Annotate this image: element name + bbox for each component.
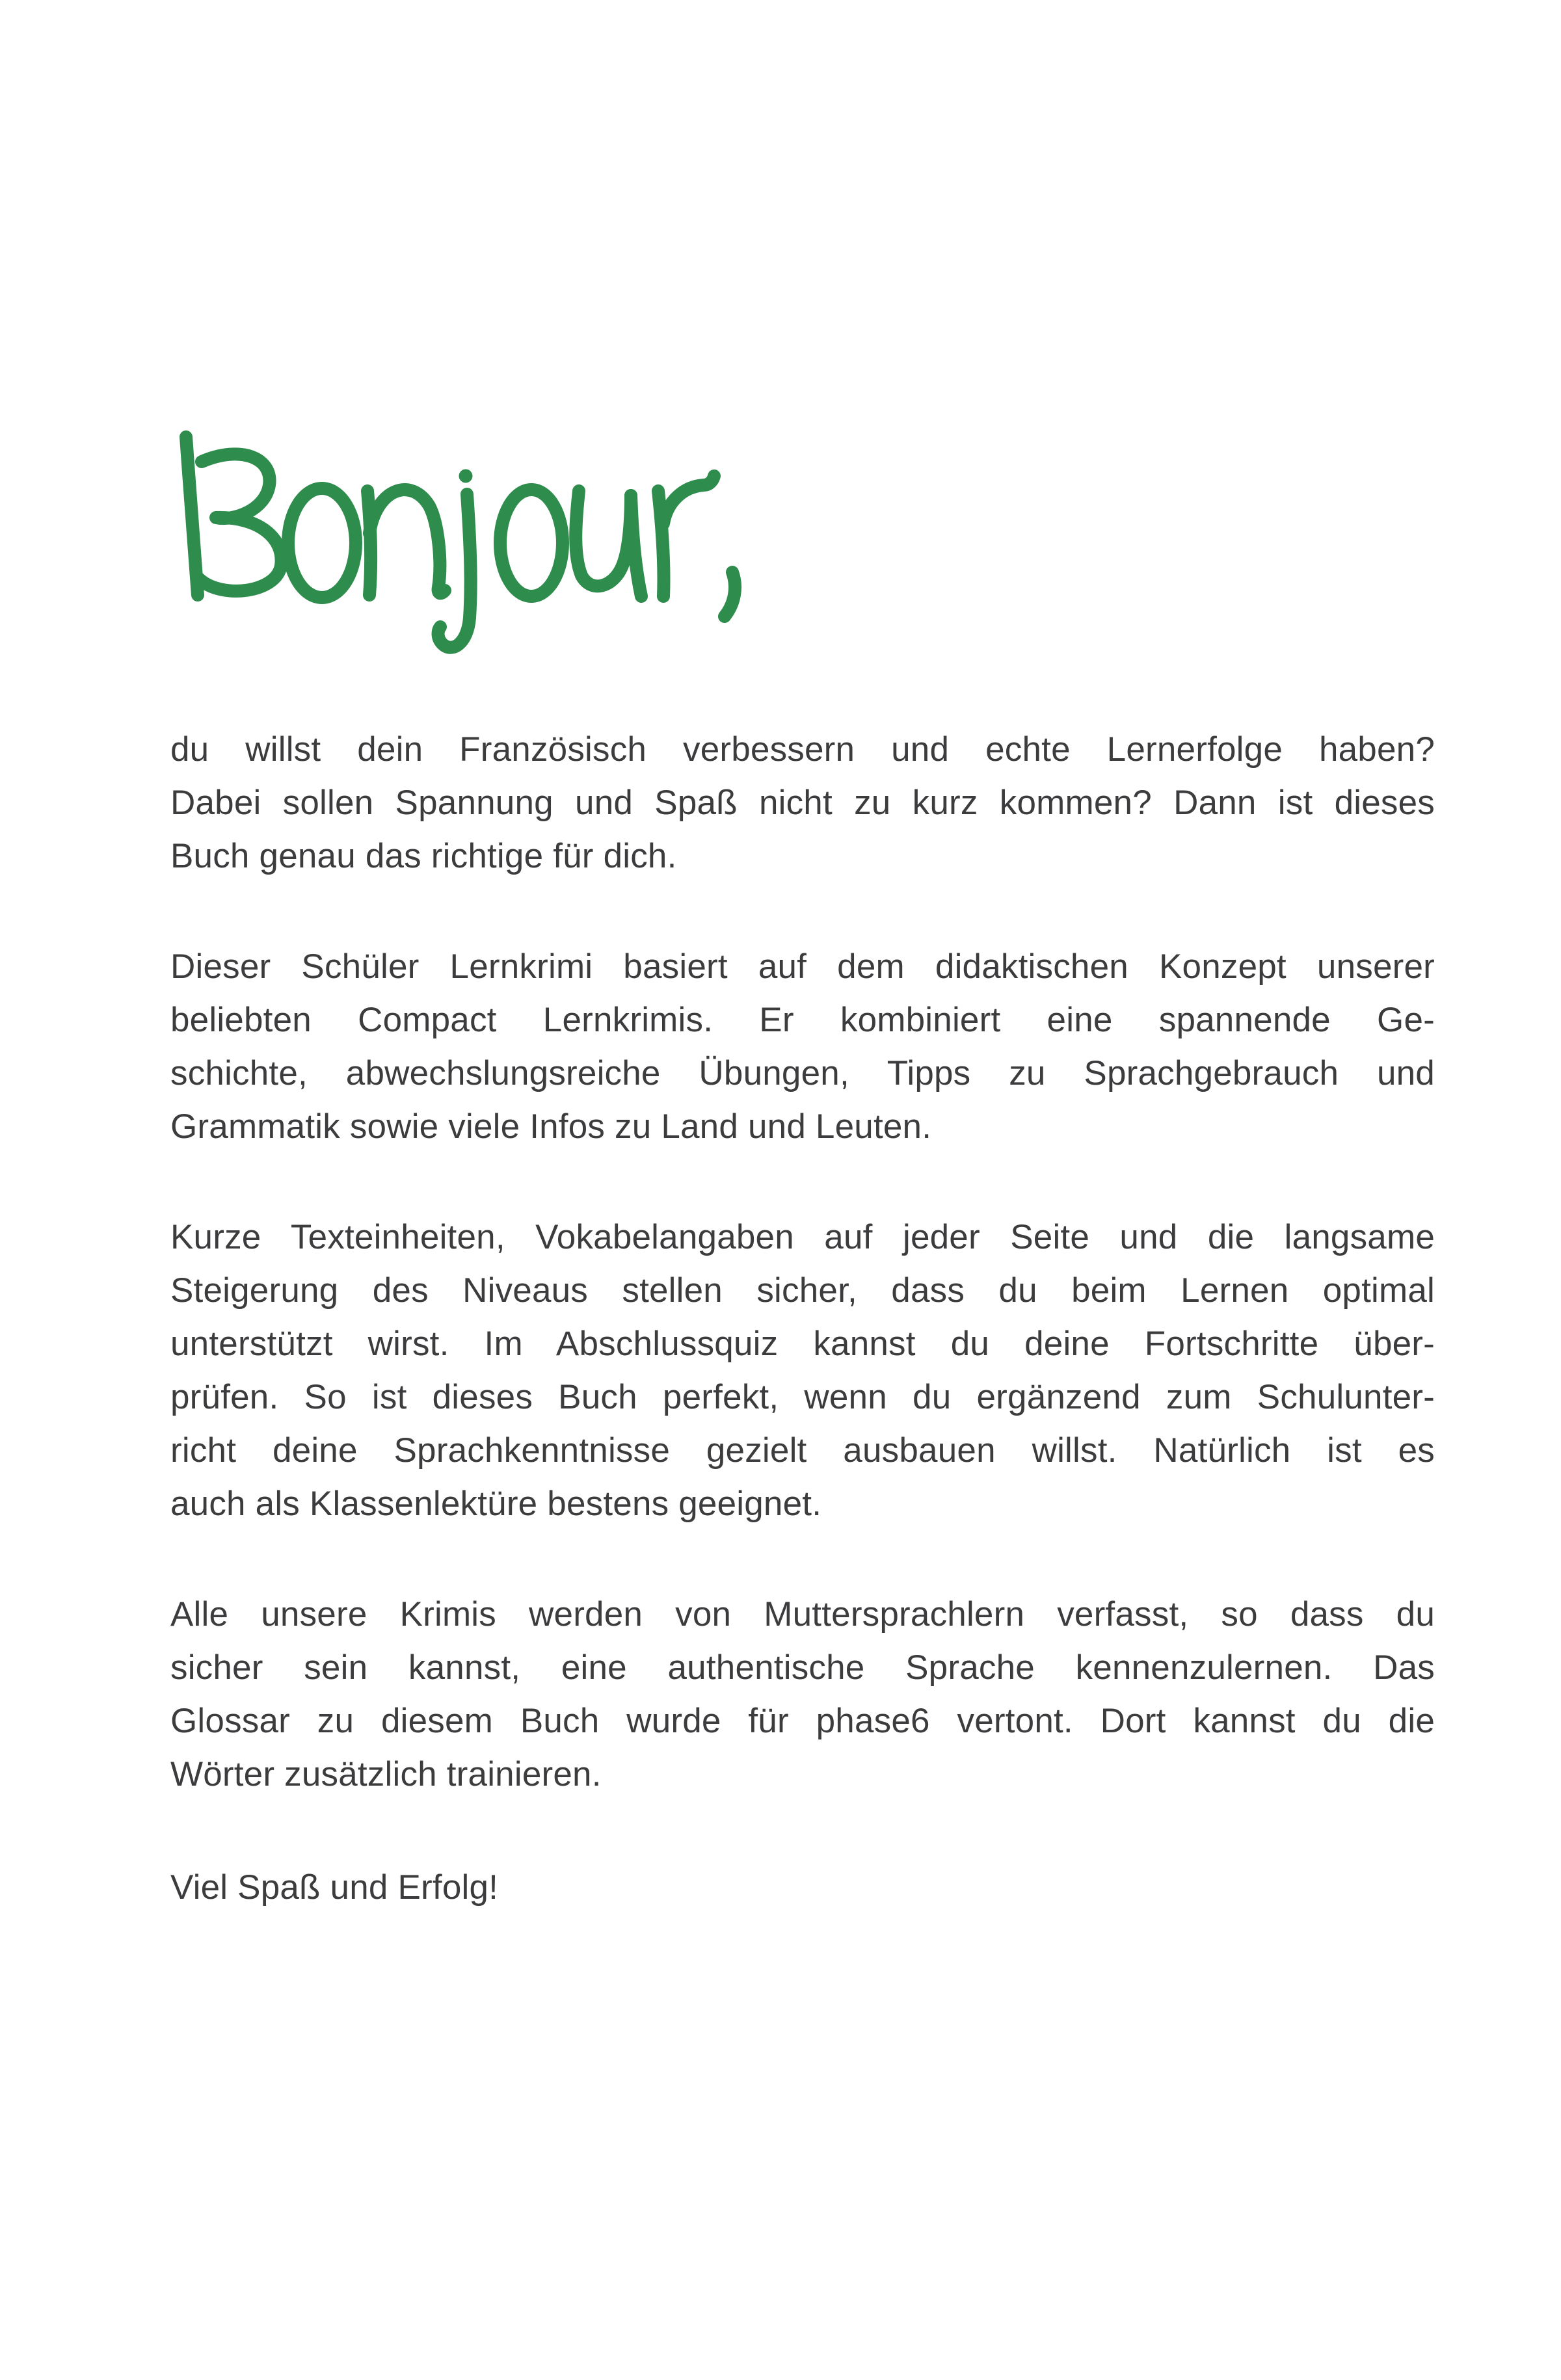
paragraph-line: Kurze Texteinheiten, Vokabelangaben auf jeder Seite und die langsame: [170, 1218, 1435, 1256]
title-comma: [725, 572, 735, 616]
letter-B-bowls: [199, 454, 282, 591]
letter-n-stem: [367, 491, 371, 595]
paragraph-line: richt deine Sprachkenntnisse gezielt ausbauen willst. Natürlich ist es: [170, 1431, 1435, 1470]
closing-line: Viel Spaß und Erfolg!: [170, 1868, 499, 1907]
paragraph-line: Alle unsere Krimis werden von Muttersprachlern verfasst, so dass du: [170, 1595, 1435, 1633]
letter-n-arch: [369, 490, 445, 593]
paragraph-line: sicher sein kannst, eine authentische Sprache kennenzulernen. Das: [170, 1648, 1435, 1687]
paragraph: [170, 940, 1435, 1154]
bonjour-lettering: [186, 437, 735, 648]
paragraph-line: schichte, abwechslungsreiche Übungen, Tipps zu Sprachgebrauch und: [170, 1054, 1435, 1092]
letter-j-dot: [459, 469, 473, 483]
letter-o2: [500, 490, 563, 596]
paragraph-line: Steigerung des Niveaus stellen sicher, dass du beim Lernen optimal: [170, 1271, 1435, 1310]
paragraph-line: beliebten Compact Lernkrimis. Er kombiniert eine spannende Ge-: [170, 1001, 1435, 1039]
intro-text: [170, 723, 1435, 1914]
paragraph-line: du willst dein Französisch verbessern und echte Lernerfolge haben?: [170, 730, 1435, 769]
bonjour-script-title: [176, 429, 761, 676]
paragraph-line: Dabei sollen Spannung und Spaß nicht zu kurz kommen? Dann ist dieses: [170, 784, 1435, 822]
paragraph: [170, 1588, 1435, 1801]
letter-o1: [288, 488, 356, 598]
paragraph: [170, 1211, 1435, 1531]
paragraph-line: Glossar zu diesem Buch wurde für phase6 vertont. Dort kannst du die: [170, 1702, 1435, 1740]
paragraph-line: auch als Klassenlektüre bestens geeignet.: [170, 1485, 822, 1523]
letter-r-arm: [663, 476, 714, 523]
paragraph-line: Grammatik sowie viele Infos zu Land und Leuten.: [170, 1107, 932, 1146]
paragraph-line: Dieser Schüler Lernkrimi basiert auf dem didaktischen Konzept unserer: [170, 947, 1435, 986]
paragraph-line: prüfen. So ist dieses Buch perfekt, wenn du ergänzend zum Schulunter-: [170, 1378, 1435, 1416]
letter-u-bowl: [576, 491, 631, 586]
paragraph-line: Wörter zusätzlich trainieren.: [170, 1755, 602, 1793]
paragraph: [170, 723, 1435, 883]
paragraph-line: unterstützt wirst. Im Abschlussquiz kannst du deine Fortschritte über-: [170, 1325, 1435, 1363]
paragraph-line: Buch genau das richtige für dich.: [170, 837, 677, 875]
letter-u-stem: [631, 496, 641, 596]
